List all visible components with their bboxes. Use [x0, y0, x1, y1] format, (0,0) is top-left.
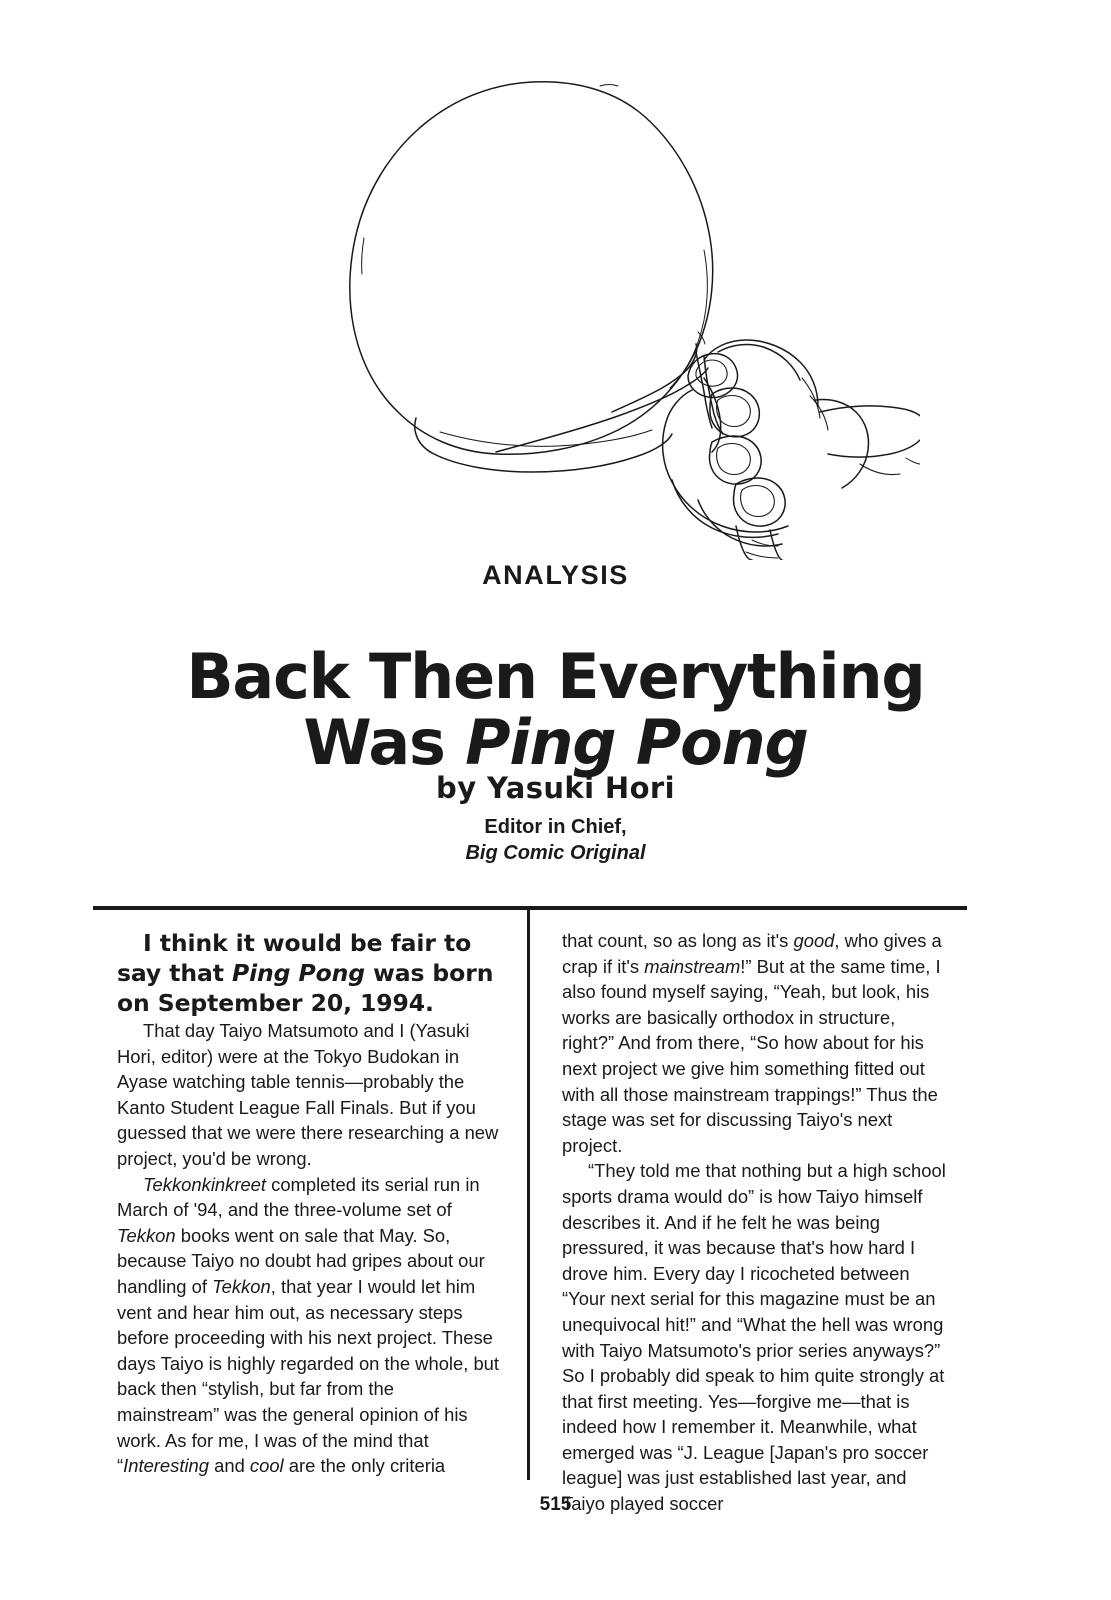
paragraph-right-2-text: “They told me that nothing but a high school sports drama would do” is how Taiyo himself describes it. And if he felt he was being pressured, it was because that's how hard I drove him. Every day I ricocheted between “Your next serial for this magazine must be an unequivocal hit!” and “What the hell was wrong with Taiyo Matsumoto's prior series anyways?” So I probably did speak to him quite strongly at that first meeting. Yes—forgive me—that is indeed how I remember it. Meanwhile, what emerged was “J. League [Japan's pro soccer league] was just established last year, and Taiyo played soccer: [562, 1160, 946, 1515]
paragraph-right-1-seg5: !” But at the same time, I also found myself saying, “Yeah, but look, his works are basically orthodox in structure, right?” And from there, “So how about for his next project we give him something fitted out with all those mainstream trappings!” Thus the stage was set for discussing Taiyo's next project.: [562, 955, 941, 1156]
paragraph-left-2-seg2: completed its serial run in March of '94, and the three-volume set of: [117, 1173, 480, 1221]
paragraph-right-1-seg1: that count, so as long as it's: [562, 930, 794, 951]
good-emphasis: good: [793, 930, 835, 951]
tekkon-title-1: Tekkon: [117, 1224, 176, 1246]
title-line-2-plain: Was: [303, 705, 466, 779]
paragraph-left-2: [117, 1172, 501, 1479]
byline-role: Editor in Chief,: [484, 816, 627, 839]
tekkon-title-2: Tekkon: [212, 1275, 271, 1297]
column-divider-rule: [527, 910, 530, 1480]
paragraph-right-1: [562, 928, 946, 1158]
byline-author: by Yasuki Hori: [436, 771, 675, 805]
deck-italic-title: Ping Pong: [231, 959, 366, 987]
paragraph-right-2: [562, 1158, 946, 1516]
paragraph-left-2-seg4: books went on sale that May. So, because Taiyo no doubt had gripes about our handling of: [117, 1224, 485, 1297]
paragraph-right-1-seg3: , who gives a crap if it's: [562, 930, 942, 977]
title-line-2: [60, 705, 1051, 779]
interesting-emphasis: Interesting: [123, 1455, 209, 1477]
paragraph-left-1-text: That day Taiyo Matsumoto and I (Yasuki Hori, editor) were at the Tokyo Budokan in Ayase watching table tennis—probably the Kanto Student League Fall Finals. But if you guessed that we were there researching a new project, you'd be wrong.: [117, 1020, 499, 1169]
byline-magazine: Big Comic Original: [465, 842, 646, 865]
section-kicker: ANALYSIS: [482, 560, 629, 590]
tekkonkinkreet-title: Tekkonkinkreet: [143, 1173, 267, 1195]
cool-emphasis: cool: [249, 1455, 284, 1477]
paragraph-left-1: [117, 1018, 501, 1172]
body-column-right: [562, 928, 946, 1517]
title-line-2-italic: Ping Pong: [465, 705, 808, 779]
paragraph-left-2-seg10: are the only criteria: [283, 1455, 446, 1477]
header-divider-rule: [93, 906, 967, 910]
page-title: [60, 639, 1051, 779]
paddle-hand-illustration: [300, 60, 920, 560]
page-number: 515: [539, 1494, 572, 1515]
title-line-1: Back Then Everything: [186, 639, 925, 713]
body-column-left: [117, 928, 501, 1479]
deck-part-2: was born on September 20, 1994.: [117, 959, 494, 1017]
paragraph-left-2-seg6: , that year I would let him vent and hear him out, as necessary steps before proceeding with his next project. These days Taiyo is highly regarded on the whole, but back then “stylish, but far from the mainstream” was the general opinion of his work. As for me, I was of the mind that “: [117, 1275, 500, 1477]
mainstream-emphasis: mainstream: [644, 955, 741, 977]
byline: [0, 770, 1111, 866]
deck-part-1: I think it would be fair to say that: [117, 929, 472, 987]
article-deck: [117, 928, 501, 1018]
paragraph-left-2-seg8: and: [209, 1455, 250, 1477]
